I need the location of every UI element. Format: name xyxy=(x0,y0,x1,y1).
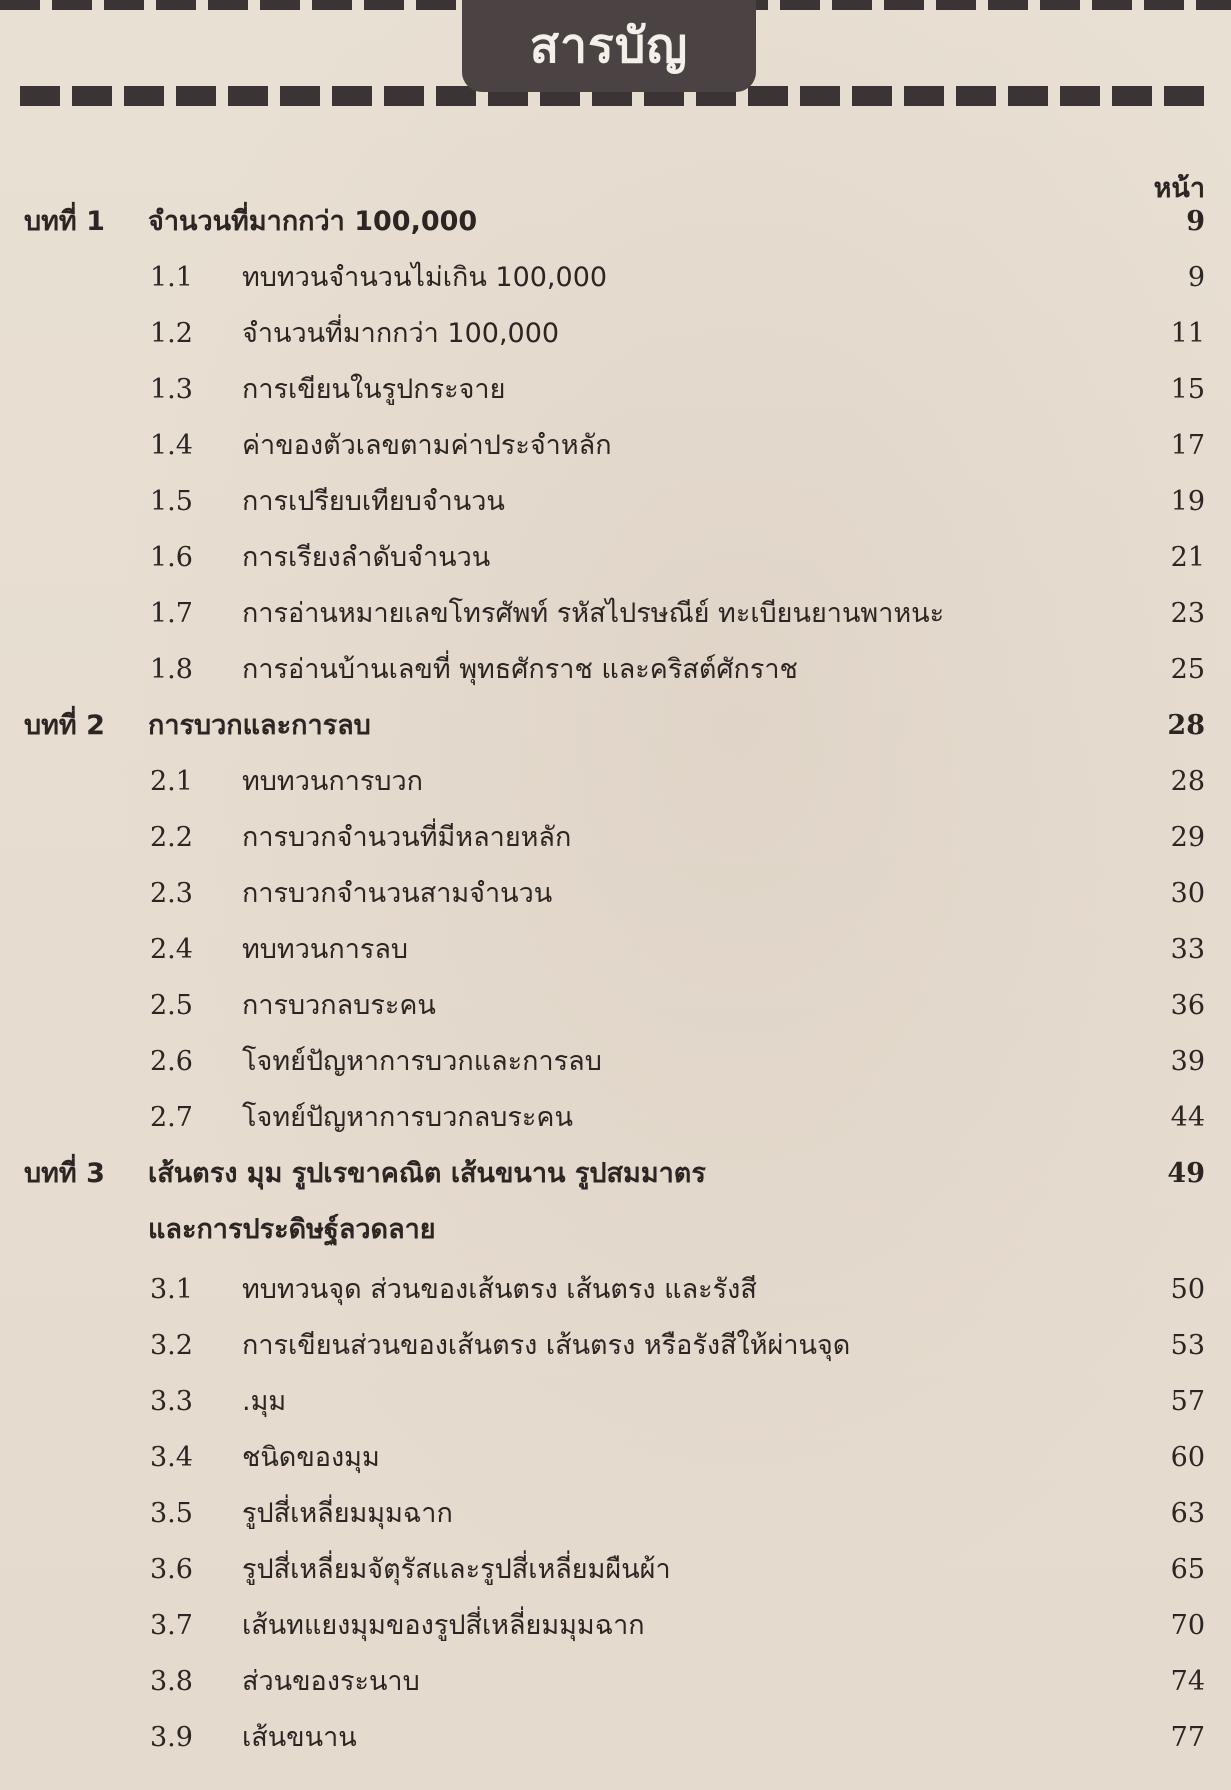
section-row xyxy=(0,874,1231,914)
section-title: การบวกลบระคน xyxy=(242,990,436,1021)
page-number: 25 xyxy=(1170,654,1205,685)
dash-segment xyxy=(852,86,892,106)
dash-segment xyxy=(260,0,300,10)
section-row xyxy=(0,314,1231,354)
section-number: 1.8 xyxy=(150,654,193,685)
section-title: โจทย์ปัญหาการบวกและการลบ xyxy=(242,1046,602,1077)
dash-segment xyxy=(436,86,476,106)
section-number: 3.1 xyxy=(150,1274,193,1305)
dash-segment xyxy=(124,86,164,106)
section-number: 1.2 xyxy=(150,318,193,349)
page-title: สารบัญ xyxy=(529,18,689,74)
section-title: การอ่านบ้านเลขที่ พุทธศักราช และคริสต์ศักราช xyxy=(242,654,798,685)
page-number: 70 xyxy=(1170,1610,1205,1641)
page-number: 65 xyxy=(1170,1554,1205,1585)
section-number: 2.2 xyxy=(150,822,193,853)
section-number: 2.3 xyxy=(150,878,193,909)
dash-segment xyxy=(384,86,424,106)
section-title: ส่วนของระนาบ xyxy=(242,1666,420,1697)
dash-segment xyxy=(936,0,976,10)
page-number: 29 xyxy=(1170,822,1205,853)
section-title: โจทย์ปัญหาการบวกลบระคน xyxy=(242,1102,573,1133)
dash-segment xyxy=(52,0,92,10)
section-row xyxy=(0,1098,1231,1138)
chapter-title: จำนวนที่มากกว่า 100,000 xyxy=(148,206,478,237)
page-number: 9 xyxy=(1186,206,1205,237)
page-number: 36 xyxy=(1170,990,1205,1021)
dash-segment xyxy=(1112,86,1152,106)
chapter-label: บทที่ 2 xyxy=(24,710,105,741)
dash-segment xyxy=(0,0,40,10)
section-title: การเขียนส่วนของเส้นตรง เส้นตรง หรือรังสีให้ผ่านจุด xyxy=(242,1330,851,1361)
chapter-label: บทที่ 1 xyxy=(24,206,105,237)
section-title: รูปสี่เหลี่ยมมุมฉาก xyxy=(242,1498,453,1529)
section-row xyxy=(0,1042,1231,1082)
page-number: 57 xyxy=(1170,1386,1205,1417)
chapter-row xyxy=(0,202,1231,242)
dash-segment xyxy=(1144,0,1184,10)
section-row xyxy=(0,1606,1231,1646)
dash-segment xyxy=(1060,86,1100,106)
page-number: 77 xyxy=(1170,1722,1205,1753)
section-title: การเรียงลำดับจำนวน xyxy=(242,542,491,573)
section-row xyxy=(0,1662,1231,1702)
dash-segment xyxy=(884,0,924,10)
title-banner xyxy=(462,0,756,92)
section-title: ค่าของตัวเลขตามค่าประจำหลัก xyxy=(242,430,612,461)
section-number: 3.8 xyxy=(150,1666,193,1697)
section-title: การอ่านหมายเลขโทรศัพท์ รหัสไปรษณีย์ ทะเบียนยานพาหนะ xyxy=(242,598,945,629)
page-number: 9 xyxy=(1187,262,1205,293)
section-title: เส้นทแยงมุมของรูปสี่เหลี่ยมมุมฉาก xyxy=(242,1610,645,1641)
page-number: 21 xyxy=(1170,542,1205,573)
page-number: 60 xyxy=(1170,1442,1205,1473)
section-row xyxy=(0,1270,1231,1310)
dash-segment xyxy=(228,86,268,106)
section-row xyxy=(0,1382,1231,1422)
dash-segment xyxy=(312,0,352,10)
section-number: 2.4 xyxy=(150,934,193,965)
section-row xyxy=(0,594,1231,634)
section-row xyxy=(0,1494,1231,1534)
section-title: ชนิดของมุม xyxy=(242,1442,380,1473)
section-number: 3.3 xyxy=(150,1386,193,1417)
section-row xyxy=(0,818,1231,858)
section-number: 1.6 xyxy=(150,542,193,573)
dash-segment xyxy=(364,0,404,10)
dash-segment xyxy=(1092,0,1132,10)
page-number: 53 xyxy=(1170,1330,1205,1361)
page-number: 63 xyxy=(1170,1498,1205,1529)
page-number: 15 xyxy=(1170,374,1205,405)
section-title: ทบทวนจุด ส่วนของเส้นตรง เส้นตรง และรังสี xyxy=(242,1274,757,1305)
section-number: 3.7 xyxy=(150,1610,193,1641)
section-title: การบวกจำนวนสามจำนวน xyxy=(242,878,553,909)
section-row xyxy=(0,1550,1231,1590)
section-number: 3.9 xyxy=(150,1722,193,1753)
page-number: 28 xyxy=(1170,766,1205,797)
page-number: 23 xyxy=(1170,598,1205,629)
page-number: 74 xyxy=(1170,1666,1205,1697)
section-title: การบวกจำนวนที่มีหลายหลัก xyxy=(242,822,572,853)
section-row xyxy=(0,426,1231,466)
page-number: 28 xyxy=(1167,710,1205,741)
dash-segment xyxy=(1196,0,1231,10)
page-number: 17 xyxy=(1170,430,1205,461)
dash-segment xyxy=(1164,86,1204,106)
page-number: 33 xyxy=(1170,934,1205,965)
section-number: 2.1 xyxy=(150,766,193,797)
page-number: 30 xyxy=(1170,878,1205,909)
section-row xyxy=(0,1326,1231,1366)
section-number: 2.6 xyxy=(150,1046,193,1077)
chapter-label: บทที่ 3 xyxy=(24,1158,105,1189)
dash-segment xyxy=(156,0,196,10)
section-number: 3.2 xyxy=(150,1330,193,1361)
section-number: 1.1 xyxy=(150,262,193,293)
chapter-title: การบวกและการลบ xyxy=(148,710,371,741)
page-column-label: หน้า xyxy=(1153,173,1205,204)
section-title: รูปสี่เหลี่ยมจัตุรัสและรูปสี่เหลี่ยมผืนผ้า xyxy=(242,1554,671,1585)
section-row xyxy=(0,930,1231,970)
section-number: 1.7 xyxy=(150,598,193,629)
section-row xyxy=(0,650,1231,690)
section-row xyxy=(0,258,1231,298)
page-number: 49 xyxy=(1167,1158,1205,1189)
chapter-title-continuation xyxy=(0,1210,1231,1250)
dash-segment xyxy=(332,86,372,106)
dash-segment xyxy=(176,86,216,106)
section-row xyxy=(0,538,1231,578)
section-title: .มุม xyxy=(242,1386,287,1417)
section-row xyxy=(0,986,1231,1026)
page-number: 44 xyxy=(1170,1102,1205,1133)
section-number: 3.4 xyxy=(150,1442,193,1473)
section-title: เส้นขนาน xyxy=(242,1722,357,1753)
chapter-title: และการประดิษฐ์ลวดลาย xyxy=(148,1214,436,1245)
section-title: จำนวนที่มากกว่า 100,000 xyxy=(242,318,560,349)
dash-segment xyxy=(208,0,248,10)
section-title: ทบทวนจำนวนไม่เกิน 100,000 xyxy=(242,262,608,293)
dash-segment xyxy=(832,0,872,10)
page-number: 39 xyxy=(1170,1046,1205,1077)
section-number: 3.5 xyxy=(150,1498,193,1529)
dash-segment xyxy=(988,0,1028,10)
section-number: 1.3 xyxy=(150,374,193,405)
dash-segment xyxy=(416,0,456,10)
section-title: การเขียนในรูปกระจาย xyxy=(242,374,506,405)
dash-segment xyxy=(1040,0,1080,10)
section-number: 2.7 xyxy=(150,1102,193,1133)
section-title: การเปรียบเทียบจำนวน xyxy=(242,486,505,517)
page-number: 19 xyxy=(1170,486,1205,517)
dash-segment xyxy=(72,86,112,106)
section-title: ทบทวนการลบ xyxy=(242,934,409,965)
section-row xyxy=(0,1438,1231,1478)
section-row xyxy=(0,762,1231,802)
dash-segment xyxy=(780,0,820,10)
section-title: ทบทวนการบวก xyxy=(242,766,424,797)
section-row xyxy=(0,1718,1231,1758)
dash-segment xyxy=(904,86,944,106)
section-row xyxy=(0,370,1231,410)
section-number: 2.5 xyxy=(150,990,193,1021)
section-row xyxy=(0,482,1231,522)
page-number: 50 xyxy=(1170,1274,1205,1305)
dash-segment xyxy=(1008,86,1048,106)
dash-segment xyxy=(800,86,840,106)
section-number: 1.5 xyxy=(150,486,193,517)
chapter-title: เส้นตรง มุม รูปเรขาคณิต เส้นขนาน รูปสมมาตร xyxy=(148,1158,706,1189)
chapter-row xyxy=(0,706,1231,746)
dash-segment xyxy=(104,0,144,10)
section-number: 1.4 xyxy=(150,430,193,461)
dash-segment xyxy=(280,86,320,106)
section-number: 3.6 xyxy=(150,1554,193,1585)
page-number: 11 xyxy=(1170,318,1205,349)
dash-segment xyxy=(20,86,60,106)
dash-segment xyxy=(748,86,788,106)
dash-segment xyxy=(956,86,996,106)
chapter-row xyxy=(0,1154,1231,1194)
